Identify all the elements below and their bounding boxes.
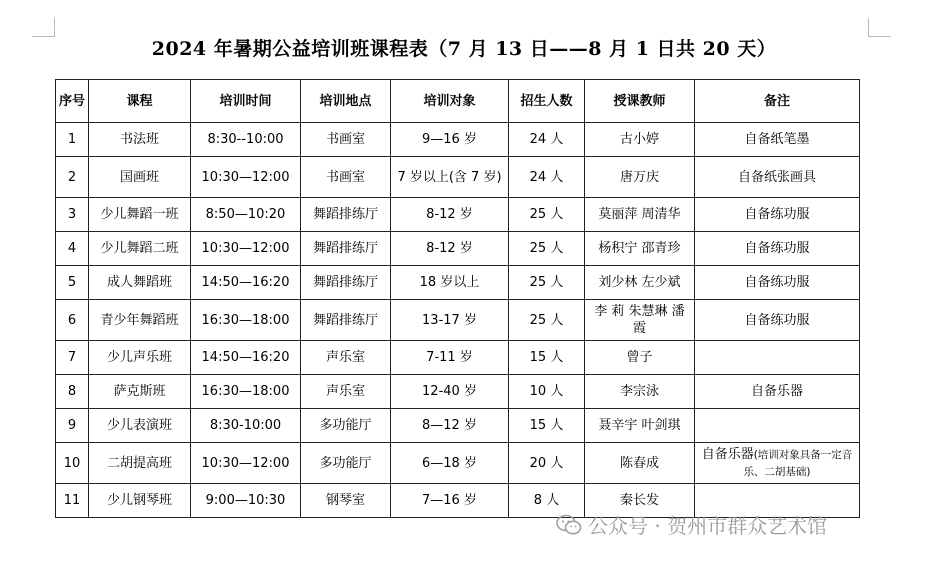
cell-time: 10:30—12:00 xyxy=(191,443,301,484)
table-row xyxy=(56,157,860,198)
cell-course: 国画班 xyxy=(89,157,191,198)
cell-seq: 5 xyxy=(56,266,89,300)
cell-teacher: 刘少林 左少斌 xyxy=(585,266,695,300)
cell-time: 8:50—10:20 xyxy=(191,198,301,232)
cell-time: 14:50—16:20 xyxy=(191,266,301,300)
table-row xyxy=(56,375,860,409)
cell-teacher: 聂辛宇 叶剑琪 xyxy=(585,409,695,443)
cell-course: 少儿舞蹈一班 xyxy=(89,198,191,232)
header-time: 培训时间 xyxy=(191,80,301,123)
cell-target: 6—18 岁 xyxy=(391,443,509,484)
header-note: 备注 xyxy=(695,80,860,123)
watermark xyxy=(556,510,827,539)
table-row xyxy=(56,443,860,484)
cell-seq: 1 xyxy=(56,123,89,157)
course-schedule-table xyxy=(55,79,860,518)
cell-location: 钢琴室 xyxy=(301,484,391,518)
cell-seq: 6 xyxy=(56,300,89,341)
cell-teacher: 曾子 xyxy=(585,341,695,375)
cell-enroll: 15 人 xyxy=(509,341,585,375)
cell-location: 多功能厅 xyxy=(301,409,391,443)
cell-target: 8-12 岁 xyxy=(391,198,509,232)
cell-note xyxy=(695,409,860,443)
cell-teacher: 李 莉 朱慧琳 潘 霞 xyxy=(585,300,695,341)
cell-course: 书法班 xyxy=(89,123,191,157)
cell-enroll: 25 人 xyxy=(509,198,585,232)
cell-seq: 9 xyxy=(56,409,89,443)
header-enroll: 招生人数 xyxy=(509,80,585,123)
header-seq: 序号 xyxy=(56,80,89,123)
cell-note xyxy=(695,341,860,375)
cell-teacher: 莫丽萍 周清华 xyxy=(585,198,695,232)
document-title: 2024 年暑期公益培训班课程表（7 月 13 日——8 月 1 日共 20 天） xyxy=(151,38,777,60)
cell-target: 9—16 岁 xyxy=(391,123,509,157)
cell-teacher: 古小婷 xyxy=(585,123,695,157)
cell-teacher: 秦长发 xyxy=(585,484,695,518)
cell-location: 舞蹈排练厅 xyxy=(301,232,391,266)
table-row xyxy=(56,341,860,375)
table-row xyxy=(56,232,860,266)
cell-location: 声乐室 xyxy=(301,375,391,409)
cell-enroll: 20 人 xyxy=(509,443,585,484)
cell-time: 8:30-10:00 xyxy=(191,409,301,443)
cell-course: 成人舞蹈班 xyxy=(89,266,191,300)
cell-seq: 3 xyxy=(56,198,89,232)
table-row xyxy=(56,409,860,443)
cell-course: 少儿舞蹈二班 xyxy=(89,232,191,266)
cell-seq: 2 xyxy=(56,157,89,198)
cell-time: 8:30--10:00 xyxy=(191,123,301,157)
cell-seq: 11 xyxy=(56,484,89,518)
table-row xyxy=(56,266,860,300)
header-teacher: 授课教师 xyxy=(585,80,695,123)
cell-seq: 7 xyxy=(56,341,89,375)
table-row xyxy=(56,300,860,341)
cell-time: 9:00—10:30 xyxy=(191,484,301,518)
cell-time: 10:30—12:00 xyxy=(191,157,301,198)
cell-seq: 10 xyxy=(56,443,89,484)
table-row xyxy=(56,123,860,157)
cell-target: 13-17 岁 xyxy=(391,300,509,341)
header-location: 培训地点 xyxy=(301,80,391,123)
note-main: 自备乐器 xyxy=(701,446,754,462)
cell-note: 自备练功服 xyxy=(695,232,860,266)
cell-note: 自备纸张画具 xyxy=(695,157,860,198)
wechat-icon xyxy=(556,514,582,536)
cell-target: 7—16 岁 xyxy=(391,484,509,518)
cell-time: 10:30—12:00 xyxy=(191,232,301,266)
cell-target: 7 岁以上(含 7 岁) xyxy=(391,157,509,198)
cell-enroll: 25 人 xyxy=(509,300,585,341)
table-header-row xyxy=(56,80,860,123)
cell-enroll: 15 人 xyxy=(509,409,585,443)
cell-note: 自备纸笔墨 xyxy=(695,123,860,157)
cell-target: 8-12 岁 xyxy=(391,232,509,266)
cell-note: 自备练功服 xyxy=(695,300,860,341)
cell-location: 舞蹈排练厅 xyxy=(301,300,391,341)
cell-location: 多功能厅 xyxy=(301,443,391,484)
cell-target: 12-40 岁 xyxy=(391,375,509,409)
cell-course: 少儿声乐班 xyxy=(89,341,191,375)
cell-target: 7-11 岁 xyxy=(391,341,509,375)
cell-time: 16:30—18:00 xyxy=(191,375,301,409)
cell-teacher: 杨积宁 邵青珍 xyxy=(585,232,695,266)
table-row xyxy=(56,198,860,232)
cell-course: 萨克斯班 xyxy=(89,375,191,409)
cell-note: 自备乐器 xyxy=(695,375,860,409)
cell-time: 14:50—16:20 xyxy=(191,341,301,375)
cell-course: 青少年舞蹈班 xyxy=(89,300,191,341)
cell-enroll: 25 人 xyxy=(509,266,585,300)
note-extra: (培训对象具备一定音乐、二胡基础) xyxy=(743,448,853,478)
cell-enroll: 24 人 xyxy=(509,157,585,198)
cell-location: 舞蹈排练厅 xyxy=(301,198,391,232)
cell-course: 少儿钢琴班 xyxy=(89,484,191,518)
cell-location: 书画室 xyxy=(301,157,391,198)
watermark-text: 公众号 · 贺州市群众艺术馆 xyxy=(588,514,828,538)
cell-location: 舞蹈排练厅 xyxy=(301,266,391,300)
cell-note: 自备练功服 xyxy=(695,198,860,232)
cell-location: 声乐室 xyxy=(301,341,391,375)
cell-note xyxy=(695,443,860,484)
cell-course: 少儿表演班 xyxy=(89,409,191,443)
cell-teacher: 李宗泳 xyxy=(585,375,695,409)
cell-teacher: 唐万庆 xyxy=(585,157,695,198)
cell-target: 8—12 岁 xyxy=(391,409,509,443)
cell-enroll: 25 人 xyxy=(509,232,585,266)
header-target: 培训对象 xyxy=(391,80,509,123)
cell-seq: 4 xyxy=(56,232,89,266)
cell-enroll: 10 人 xyxy=(509,375,585,409)
cell-seq: 8 xyxy=(56,375,89,409)
cell-note: 自备练功服 xyxy=(695,266,860,300)
cell-enroll: 24 人 xyxy=(509,123,585,157)
cell-location: 书画室 xyxy=(301,123,391,157)
header-course: 课程 xyxy=(89,80,191,123)
cell-time: 16:30—18:00 xyxy=(191,300,301,341)
cell-enroll: 8 人 xyxy=(509,484,585,518)
cell-teacher: 陈春成 xyxy=(585,443,695,484)
cell-course: 二胡提高班 xyxy=(89,443,191,484)
cell-target: 18 岁以上 xyxy=(391,266,509,300)
